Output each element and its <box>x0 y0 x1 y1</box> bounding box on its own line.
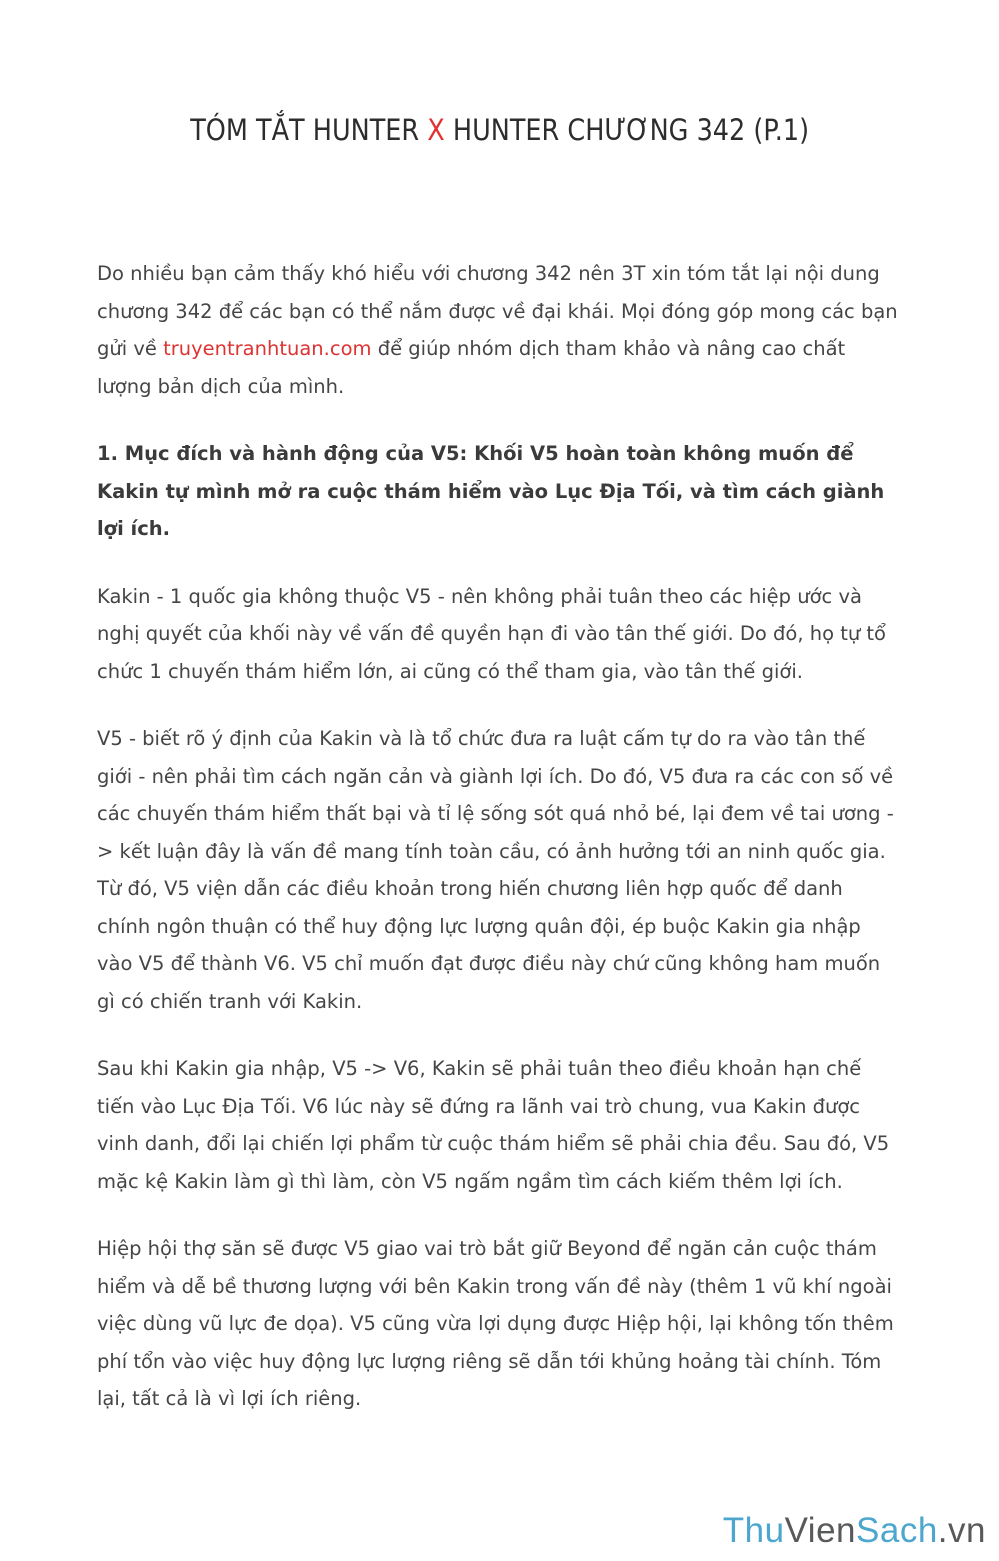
watermark-thu: Thu <box>722 1511 785 1550</box>
watermark-sach: Sach <box>856 1511 938 1550</box>
watermark-vien: Vien <box>784 1511 857 1550</box>
paragraph-kakin: Kakin - 1 quốc gia không thuộc V5 - nên không phải tuân theo các hiệp ước và nghị quyết của khối này về vấn đề quyền hạn đi vào tân thế giới. Do đó, họ tự tổ chức 1 chuyến thám hiểm lớn, ai cũng có thể tham gia, vào tân thế giới. <box>97 584 886 683</box>
page-title-text <box>190 108 809 152</box>
paragraph-v5: V5 - biết rõ ý định của Kakin và là tổ chức đưa ra luật cấm tự do ra vào tân thế giới - nên phải tìm cách ngăn cản và giành lợi ích. Do đó, V5 đưa ra các con số về các chuyến thám hiểm thất bại và tỉ lệ sống sót quá nhỏ bé, lại đem về tai ương -> kết luận đây là vấn đề mang tính toàn cầu, có ảnh hưởng tới an ninh quốc gia. Từ đó, V5 viện dẫn các điều khoản trong hiến chương liên hợp quốc để danh chính ngôn thuận có thể huy động lực lượng quân đội, ép buộc Kakin gia nhập vào V5 để thành V6. V5 chỉ muốn đạt được điều này chứ cũng không ham muốn gì có chiến tranh với Kakin. <box>97 727 894 1013</box>
intro-text-before-link: Do nhiều bạn cảm thấy khó hiểu với chương 342 nên 3T xin tóm tắt lại nội dung chương 342 để các bạn có thể nắm được về đại khái. Mọi đóng góp mong các bạn gửi về <box>97 262 898 360</box>
paragraph-sau-khi-kakin: Sau khi Kakin gia nhập, V5 -> V6, Kakin sẽ phải tuân theo điều khoản hạn chế tiến vào Lục Địa Tối. V6 lúc này sẽ đứng ra lãnh vai trò chung, vua Kakin được vinh danh, đổi lại chiến lợi phẩm từ cuộc thám hiểm sẽ phải chia đều. Sau đó, V5 mặc kệ Kakin làm gì thì làm, còn V5 ngấm ngầm tìm cách kiếm thêm lợi ích. <box>97 1057 890 1193</box>
title-part-1: TÓM TẮT HUNTER <box>190 113 428 147</box>
title-part-2: HUNTER CHƯƠNG 342 (P.1) <box>444 113 809 147</box>
article-body <box>0 152 999 1418</box>
section-heading: 1. Mục đích và hành động của V5: Khối V5 hoàn toàn không muốn để Kakin tự mình mở ra cuộc thám hiểm vào Lục Địa Tối, và tìm cách giành lợi ích. <box>97 442 885 540</box>
title-accent-x: X <box>427 113 445 147</box>
intro-paragraph <box>97 255 902 405</box>
page-title <box>0 0 999 152</box>
intro-text-after-link: để giúp nhóm dịch tham khảo và nâng cao chất lượng bản dịch của mình. <box>97 337 846 398</box>
paragraph-hiep-hoi: Hiệp hội thợ săn sẽ được V5 giao vai trò bắt giữ Beyond để ngăn cản cuộc thám hiểm và dễ bề thương lượng với bên Kakin trong vấn đề này (thêm 1 vũ khí ngoài việc dùng vũ lực đe dọa). V5 cũng vừa lợi dụng được Hiệp hội, lại không tốn thêm phí tổn vào việc huy động lực lượng riêng sẽ dẫn tới khủng hoảng tài chính. Tóm lại, tất cả là vì lợi ích riêng. <box>97 1237 894 1410</box>
truyentranhtuan-link[interactable]: truyentranhtuan.com <box>163 337 372 360</box>
thuviensach-watermark <box>723 1511 986 1551</box>
watermark-vn: .vn <box>937 1511 986 1550</box>
